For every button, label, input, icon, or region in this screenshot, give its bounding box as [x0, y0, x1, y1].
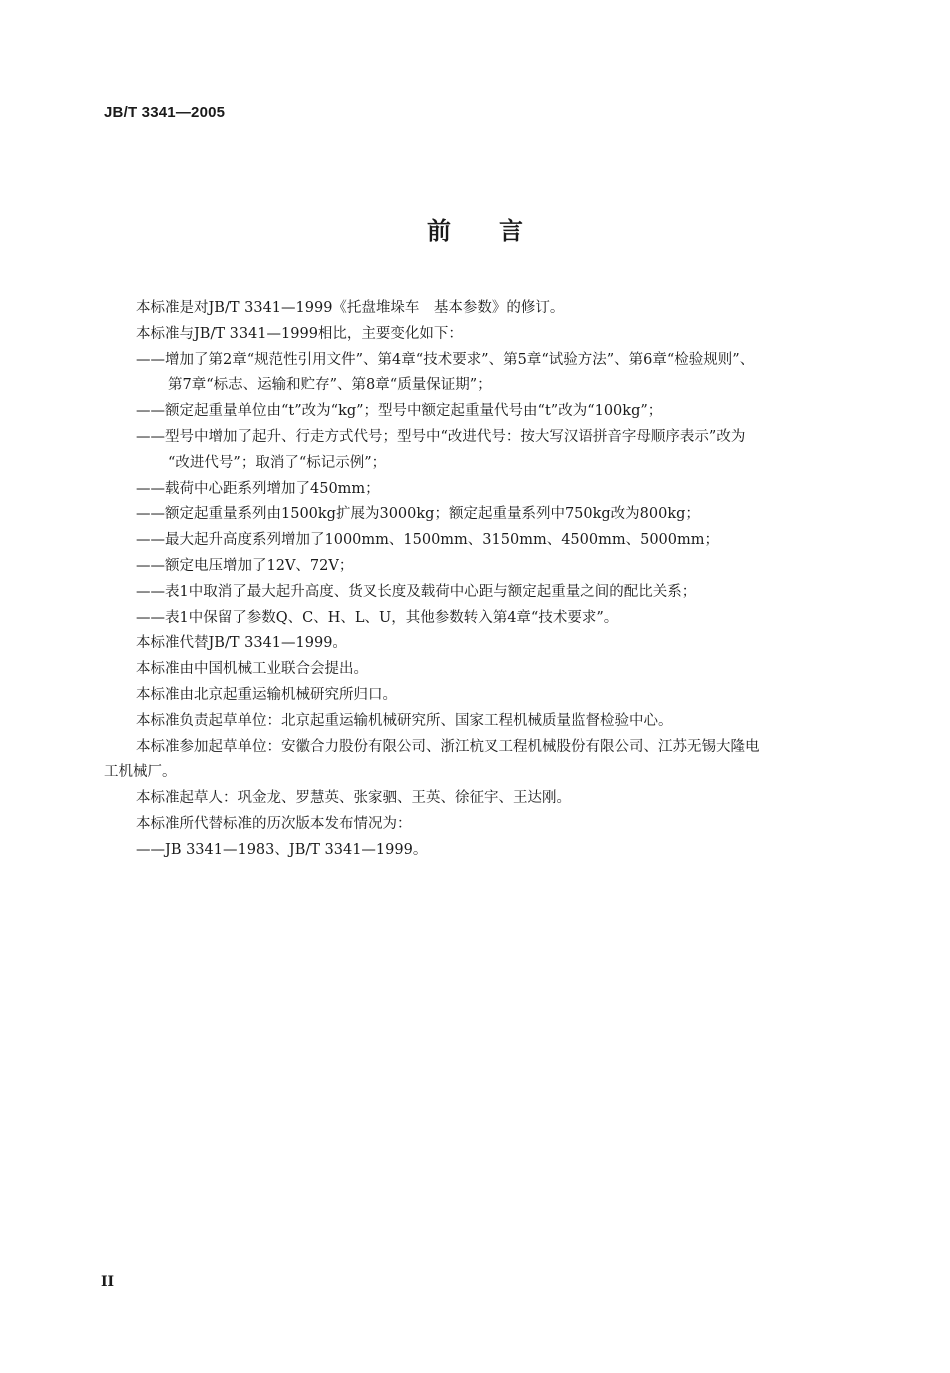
- change-item-unit: ——额定起重量单位由“t”改为“kg”；型号中额定起重量代号由“t”改为“100kg”；: [136, 403, 663, 420]
- paragraph-administrator: 本标准由北京起重运输机械研究所归口。: [136, 686, 397, 703]
- paragraph-history-intro: 本标准所代替标准的历次版本发布情况为：: [136, 815, 412, 832]
- change-item-capacity: ——额定起重量系列由1500kg扩展为3000kg；额定起重量系列中750kg改为800kg；: [136, 506, 700, 523]
- paragraph-participating-drafters-cont: 工机械厂。: [104, 764, 177, 781]
- paragraph-drafters: 本标准起草人：巩金龙、罗慧英、张家驷、王英、徐征宇、王达刚。: [136, 790, 571, 807]
- paragraph-revision: 本标准是对JB/T 3341—1999《托盘堆垛车 基本参数》的修订。: [136, 300, 565, 316]
- standard-code: JB/T 3341—2005: [104, 104, 226, 121]
- change-item-voltage: ——额定电压增加了12V、72V；: [136, 557, 354, 574]
- history-item: ——JB 3341—1983、JB/T 3341—1999。: [136, 841, 428, 858]
- foreword-body: [104, 296, 869, 864]
- paragraph-changes-intro: 本标准与JB/T 3341—1999相比，主要变化如下：: [136, 325, 463, 342]
- change-item-table-params: ——表1中保留了参数Q、C、H、L、U，其他参数转入第4章“技术要求”。: [136, 609, 619, 626]
- paragraph-lead-drafters: 本标准负责起草单位：北京起重运输机械研究所、国家工程机械质量监督检验中心。: [136, 712, 673, 729]
- paragraph-participating-drafters: 本标准参加起草单位：安徽合力股份有限公司、浙江杭叉工程机械股份有限公司、江苏无锡大隆电: [136, 738, 760, 755]
- page-title: 前言: [427, 217, 571, 245]
- paragraph-proposer: 本标准由中国机械工业联合会提出。: [136, 661, 368, 678]
- change-item-chapters-cont: 第7章“标志、运输和贮存”、第8章“质量保证期”；: [168, 377, 492, 394]
- change-item-table-ratio: ——表1中取消了最大起升高度、货叉长度及载荷中心距与额定起重量之间的配比关系；: [136, 583, 697, 600]
- change-item-chapters: ——增加了第2章“规范性引用文件”、第4章“技术要求”、第5章“试验方法”、第6章“检验规则”、: [136, 351, 755, 368]
- change-item-model-code-cont: “改进代号”；取消了“标记示例”；: [168, 454, 387, 471]
- change-item-load-center: ——载荷中心距系列增加了450mm；: [136, 480, 380, 497]
- paragraph-replaces: 本标准代替JB/T 3341—1999。: [136, 635, 347, 652]
- change-item-model-code: ——型号中增加了起升、行走方式代号；型号中“改进代号：按大写汉语拼音字母顺序表示”改为: [136, 428, 746, 445]
- page-number: II: [101, 1274, 115, 1290]
- change-item-lift-height: ——最大起升高度系列增加了1000mm、1500mm、3150mm、4500mm、5000mm；: [136, 532, 720, 549]
